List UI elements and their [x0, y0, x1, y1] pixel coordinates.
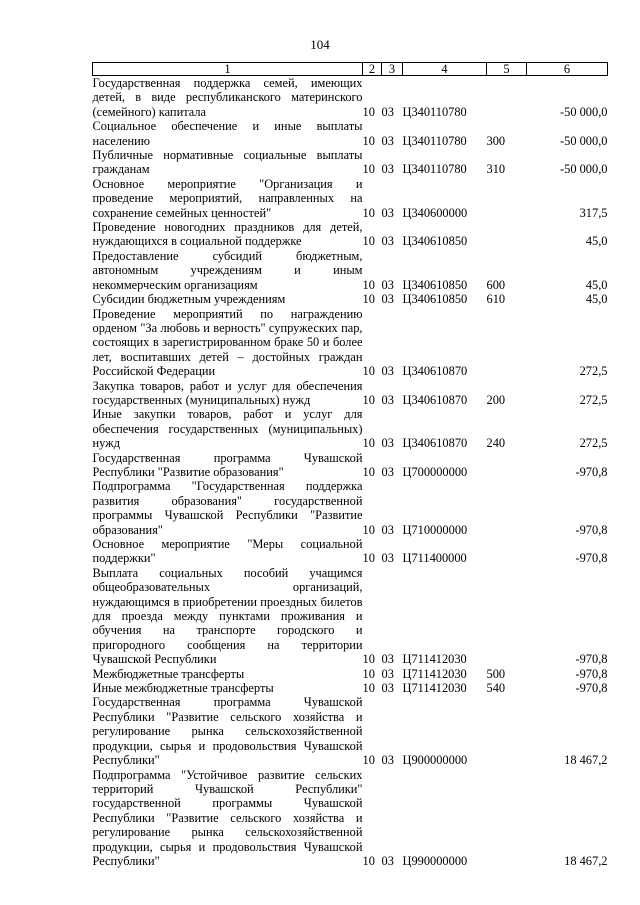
table-row: [93, 537, 608, 566]
row-subsection: 03: [381, 392, 394, 407]
row-expense-type: [487, 307, 527, 379]
row-subsection: 03: [381, 853, 394, 868]
row-target-code: Ц711412030: [402, 652, 467, 667]
row-target-code: Ц340610850: [402, 292, 468, 307]
row-target-code: Ц340610870: [402, 436, 468, 451]
row-amount: 272,5: [579, 364, 608, 379]
row-expense-type: 310: [486, 162, 506, 177]
row-section: 10: [362, 522, 375, 537]
row-expense-type: [487, 537, 527, 566]
row-amount: 45,0: [585, 292, 608, 307]
row-subsection: 03: [381, 133, 394, 148]
header-col-1: 1: [93, 63, 363, 76]
table-row: [93, 76, 608, 120]
row-expense-type: [487, 768, 527, 869]
row-expense-type: [487, 451, 527, 480]
row-amount: -970,8: [575, 681, 608, 696]
row-amount: 45,0: [585, 277, 608, 292]
row-name: Основное мероприятие "Организация и проведение мероприятий, направленных на сохранение семейных ценностей": [92, 176, 363, 220]
row-expense-type: [487, 220, 527, 249]
row-target-code: Ц340110780: [402, 104, 467, 119]
row-name: Социальное обеспечение и иные выплаты населению: [92, 119, 363, 148]
row-section: 10: [362, 162, 375, 177]
row-name: Межбюджетные трансферты: [92, 666, 245, 681]
row-name: Проведение мероприятий по награждению орденом "За любовь и верность" супружеских пар, состоящих в зарегистрированном браке 50 и более лет, воспитавших детей – достойных граждан Российской Федерации: [92, 306, 363, 379]
page-number: 104: [310, 37, 330, 52]
row-amount: -970,8: [575, 652, 608, 667]
row-section: 10: [362, 436, 375, 451]
table-row: [93, 307, 608, 379]
row-target-code: Ц340610870: [402, 364, 468, 379]
row-amount: 272,5: [579, 436, 608, 451]
row-expense-type: [487, 695, 527, 767]
row-expense-type: 500: [486, 666, 506, 681]
table-row: [93, 249, 608, 292]
row-name: Подпрограмма "Государственная поддержка развития образования" государственной программы Чувашской Республики "Развитие образования": [92, 479, 363, 537]
row-expense-type: 200: [486, 392, 506, 407]
header-col-3: 3: [382, 63, 403, 76]
row-subsection: 03: [381, 551, 394, 566]
row-name: Выплата социальных пособий учащимся общеобразовательных организаций, нуждающимся в приобретении проездных билетов для проезда между пунктами проживания и обучения на транспорте городского и пригородного сообщения на территории Чувашской Республики: [92, 565, 363, 667]
row-amount: -50 000,0: [560, 104, 608, 119]
row-name: Основное мероприятие "Меры социальной поддержки": [92, 537, 363, 566]
row-section: 10: [362, 277, 375, 292]
row-expense-type: 600: [486, 277, 506, 292]
row-target-code: Ц710000000: [402, 522, 468, 537]
row-target-code: Ц340610870: [402, 392, 468, 407]
row-target-code: Ц340600000: [402, 205, 468, 220]
row-section: 10: [362, 104, 375, 119]
row-name: Проведение новогодних праздников для детей, нуждающихся в социальной поддержке: [92, 220, 363, 249]
row-target-code: Ц700000000: [402, 464, 468, 479]
row-target-code: Ц990000000: [402, 853, 468, 868]
table-row: [93, 148, 608, 177]
row-target-code: Ц340110780: [402, 133, 467, 148]
row-subsection: 03: [381, 522, 394, 537]
row-target-code: Ц340610850: [402, 277, 468, 292]
row-subsection: 03: [381, 753, 394, 768]
row-subsection: 03: [381, 104, 394, 119]
table-row: [93, 451, 608, 480]
table-row: [93, 768, 608, 869]
row-name: Государственная поддержка семей, имеющих детей, в виде республиканского материнского (семейного) капитала: [92, 76, 363, 119]
row-amount: -50 000,0: [560, 133, 608, 148]
row-subsection: 03: [381, 205, 394, 220]
row-subsection: 03: [381, 436, 394, 451]
header-col-5: 5: [487, 63, 527, 76]
row-name: Иные межбюджетные трансферты: [92, 681, 274, 696]
row-section: 10: [362, 205, 375, 220]
row-name: Государственная программа Чувашской Республики "Развитие образования": [92, 450, 363, 479]
row-name: Иные закупки товаров, работ и услуг для обеспечения государственных (муниципальных) нужд: [92, 407, 363, 451]
header-col-6: 6: [527, 63, 608, 76]
row-amount: 272,5: [579, 392, 608, 407]
row-subsection: 03: [381, 666, 394, 681]
header-col-2: 2: [363, 63, 382, 76]
row-amount: -970,8: [575, 666, 608, 681]
row-name: Государственная программа Чувашской Республики "Развитие сельского хозяйства и регулирование рынка сельскохозяйственной продукции, сырья и продовольствия Чувашской Республики": [92, 695, 363, 768]
row-target-code: Ц711412030: [402, 681, 467, 696]
table-row: [93, 681, 608, 695]
row-amount: 317,5: [579, 205, 608, 220]
row-subsection: 03: [381, 464, 394, 479]
row-name: Подпрограмма "Устойчивое развитие сельских территорий Чувашской Республики" государственной программы Чувашской Республики "Развитие сельского хозяйства и регулирование рынка сельскохозяйственной продукции, сырья и продовольствия Чувашской Республики": [92, 767, 363, 868]
row-expense-type: [487, 177, 527, 220]
row-section: 10: [362, 392, 375, 407]
table-row: [93, 667, 608, 681]
row-expense-type: 240: [486, 436, 506, 451]
row-expense-type: [487, 76, 527, 120]
header-col-4: 4: [403, 63, 487, 76]
row-expense-type: 540: [486, 681, 506, 696]
row-expense-type: 610: [486, 292, 506, 307]
row-target-code: Ц340610850: [402, 234, 468, 249]
row-name: Субсидии бюджетным учреждениям: [92, 292, 286, 307]
row-target-code: Ц711412030: [402, 666, 467, 681]
row-target-code: Ц900000000: [402, 753, 468, 768]
table-row: [93, 379, 608, 408]
table-row: [93, 407, 608, 450]
row-amount: 45,0: [585, 234, 608, 249]
table-body: [93, 76, 608, 869]
table-header: [93, 63, 608, 76]
row-expense-type: [487, 566, 527, 667]
table-row: [93, 479, 608, 537]
row-amount: -970,8: [575, 551, 608, 566]
row-section: 10: [362, 853, 375, 868]
row-section: 10: [362, 652, 375, 667]
row-name: Предоставление субсидий бюджетным, автономным учреждениям и иным некоммерческим организациям: [92, 248, 363, 292]
row-subsection: 03: [381, 681, 394, 696]
row-amount: -970,8: [575, 464, 608, 479]
table-row: [93, 119, 608, 148]
row-section: 10: [362, 753, 375, 768]
table-row: [93, 695, 608, 767]
row-amount: -50 000,0: [560, 162, 608, 177]
row-subsection: 03: [381, 277, 394, 292]
row-section: 10: [362, 464, 375, 479]
table-row: [93, 566, 608, 667]
table-row: [93, 220, 608, 249]
row-name: Закупка товаров, работ и услуг для обеспечения государственных (муниципальных) нужд: [92, 378, 363, 407]
row-subsection: 03: [381, 162, 394, 177]
row-section: 10: [362, 364, 375, 379]
row-subsection: 03: [381, 652, 394, 667]
row-amount: -970,8: [575, 522, 608, 537]
budget-table: [92, 62, 608, 868]
row-subsection: 03: [381, 292, 394, 307]
row-target-code: Ц711400000: [402, 551, 467, 566]
row-amount: 18 467,2: [564, 753, 608, 768]
row-expense-type: [487, 479, 527, 537]
row-section: 10: [362, 234, 375, 249]
row-expense-type: 300: [486, 133, 506, 148]
row-name: Публичные нормативные социальные выплаты гражданам: [92, 148, 363, 177]
row-amount: 18 467,2: [564, 853, 608, 868]
row-target-code: Ц340110780: [402, 162, 467, 177]
row-section: 10: [362, 551, 375, 566]
row-subsection: 03: [381, 364, 394, 379]
row-section: 10: [362, 681, 375, 696]
row-subsection: 03: [381, 234, 394, 249]
table-row: [93, 292, 608, 306]
row-section: 10: [362, 133, 375, 148]
row-section: 10: [362, 666, 375, 681]
table-row: [93, 177, 608, 220]
row-section: 10: [362, 292, 375, 307]
